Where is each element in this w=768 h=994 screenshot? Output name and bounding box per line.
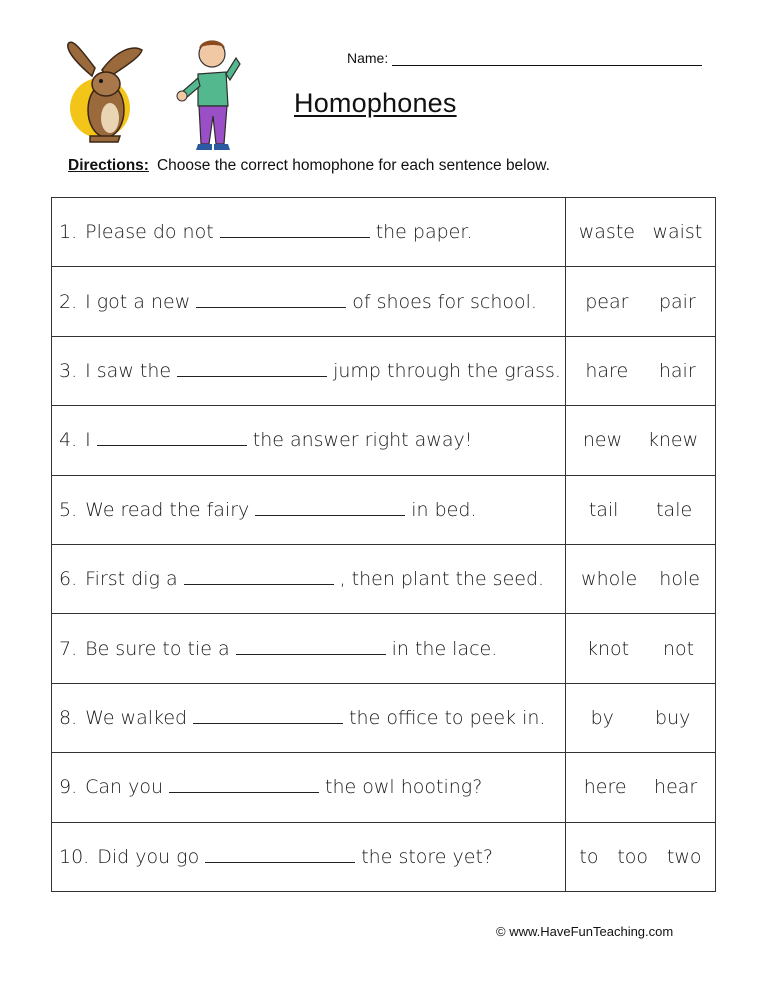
sentence-before-blank: We read the fairy [85,498,250,521]
homophone-choice[interactable]: hare [585,359,629,382]
choices-cell [566,198,716,267]
sentence-after-blank: in the lace. [391,637,498,660]
directions [68,157,550,175]
name-blank-line[interactable] [392,51,702,66]
homophone-choice[interactable]: knew [647,429,699,452]
question-row [52,753,716,822]
question-row [52,406,716,475]
question-number: 6. [59,568,78,591]
answer-blank[interactable] [196,295,346,308]
answer-blank[interactable] [177,364,327,377]
choice-list [566,846,715,868]
sentence-after-blank: in bed. [411,498,477,521]
homophone-choice[interactable]: buy [655,706,691,729]
question-number: 3. [59,359,78,382]
answer-blank[interactable] [255,503,405,516]
homophone-choice[interactable]: by [590,706,614,729]
sentence-before-blank: First dig a [85,568,178,591]
homophone-choice[interactable]: not [662,637,695,660]
sentence-after-blank: the answer right away! [252,429,473,452]
question-sentence [52,336,566,405]
homophone-choice[interactable]: pear [585,290,629,313]
question-sentence [52,544,566,613]
name-label: Name: [347,50,389,66]
sentence-before-blank: Did you go [97,845,200,868]
question-row [52,683,716,752]
choices-cell [566,336,716,405]
choice-list [566,221,715,243]
question-row [52,475,716,544]
sentence-after-blank: the office to peek in. [349,706,546,729]
answer-blank[interactable] [236,642,386,655]
choice-list [566,499,715,521]
question-number: 4. [59,429,78,452]
sentence-before-blank: Can you [85,776,164,799]
choices-cell [566,753,716,822]
sentence-after-blank: jump through the grass. [333,359,561,382]
sentence-before-blank: Be sure to tie a [85,637,230,660]
question-number: 10. [59,845,90,868]
choices-cell [566,683,716,752]
sentence-before-blank: Please do not [85,221,214,244]
homophone-choice[interactable]: tail [588,498,619,521]
man-illustration [176,36,256,154]
choices-cell [566,406,716,475]
homophone-choice[interactable]: waste [578,221,635,244]
choice-list [566,291,715,313]
answer-blank[interactable] [169,780,319,793]
homophone-choice[interactable]: waist [652,221,703,244]
question-sentence [52,198,566,267]
sentence-before-blank: I got a new [85,290,191,313]
choice-list [566,776,715,798]
sentence-before-blank: I saw the [85,359,172,382]
answer-blank[interactable] [205,850,355,863]
sentence-after-blank: the paper. [375,221,473,244]
question-sentence [52,753,566,822]
sentence-after-blank: the store yet? [361,845,494,868]
sentence-before-blank: We walked [85,706,188,729]
rabbit-illustration [60,38,160,148]
question-sentence [52,614,566,683]
choices-cell [566,822,716,891]
question-number: 8. [59,706,78,729]
answer-blank[interactable] [184,572,334,585]
question-number: 2. [59,290,78,313]
homophone-choice[interactable]: hear [654,776,698,799]
question-sentence [52,683,566,752]
homophone-choice[interactable]: too [617,845,649,868]
question-number: 1. [59,221,78,244]
homophone-choice[interactable]: knot [586,637,630,660]
question-sentence [52,267,566,336]
sentence-after-blank: of shoes for school. [352,290,537,313]
question-sentence [52,406,566,475]
choices-cell [566,267,716,336]
choice-list [566,707,715,729]
homophone-choice[interactable]: to [579,845,599,868]
homophone-choice[interactable]: whole [581,568,638,591]
sentence-after-blank: , then plant the seed. [339,568,545,591]
question-row [52,336,716,405]
homophone-choice[interactable]: two [666,845,702,868]
question-number: 5. [59,498,78,521]
homophone-choice[interactable]: tale [656,498,693,521]
question-row [52,614,716,683]
homophone-choice[interactable]: pair [658,290,696,313]
question-row [52,822,716,891]
sentence-before-blank: I [85,429,91,452]
sentence-after-blank: the owl hooting? [325,776,483,799]
question-number: 9. [59,776,78,799]
question-row [52,198,716,267]
answer-blank[interactable] [220,225,370,238]
copyright-footer: © www.HaveFunTeaching.com [496,924,674,939]
question-row [52,544,716,613]
page-title: Homophones [294,88,457,118]
homophone-choice[interactable]: hair [658,359,696,382]
homophone-choice[interactable]: here [583,776,627,799]
directions-label: Directions: [68,157,149,174]
directions-text: Choose the correct homophone for each sentence below. [156,157,550,174]
choices-cell [566,475,716,544]
homophone-choice[interactable]: hole [659,568,700,591]
answer-blank[interactable] [97,433,247,446]
choices-cell [566,614,716,683]
choice-list [566,638,715,660]
choices-cell [566,544,716,613]
choice-list [566,429,715,451]
question-row [52,267,716,336]
choice-list [566,360,715,382]
question-sentence [52,822,566,891]
homophone-table [51,197,716,892]
answer-blank[interactable] [193,711,343,724]
name-field[interactable] [347,46,702,66]
question-sentence [52,475,566,544]
question-number: 7. [59,637,78,660]
homophone-choice[interactable]: new [582,429,623,452]
choice-list [566,568,715,590]
